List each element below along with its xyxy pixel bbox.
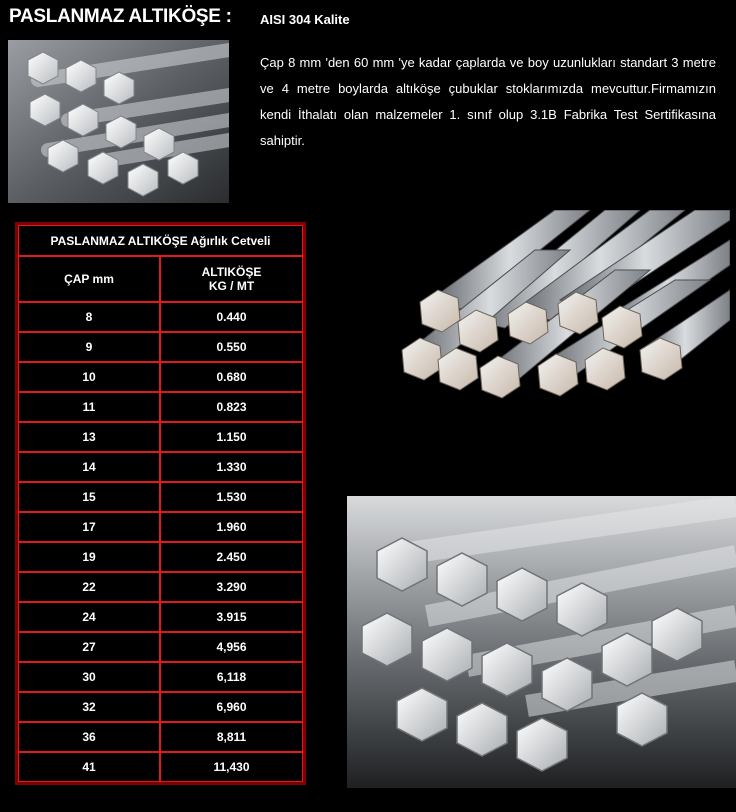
table-row <box>18 692 303 722</box>
hex-bars-photo-bottom <box>347 496 736 788</box>
cap-cell: 11 <box>18 392 160 422</box>
column-header-weight-line2: KG / MT <box>208 279 255 293</box>
weight-cell: 1.150 <box>160 422 303 452</box>
hex-bars-photo-right <box>390 210 730 430</box>
cap-cell: 14 <box>18 452 160 482</box>
table-row <box>18 722 303 752</box>
weight-cell: 0.823 <box>160 392 303 422</box>
table-row <box>18 512 303 542</box>
weight-cell: 4,956 <box>160 632 303 662</box>
table-row <box>18 632 303 662</box>
table-caption: PASLANMAZ ALTIKÖŞE Ağırlık Cetveli <box>18 225 303 256</box>
weight-cell: 3.290 <box>160 572 303 602</box>
weight-cell: 1.530 <box>160 482 303 512</box>
table-row <box>18 362 303 392</box>
cap-cell: 9 <box>18 332 160 362</box>
weight-cell: 6,118 <box>160 662 303 692</box>
column-header-cap: ÇAP mm <box>18 256 160 302</box>
cap-cell: 32 <box>18 692 160 722</box>
table-row <box>18 752 303 782</box>
table-row <box>18 542 303 572</box>
table-row <box>18 332 303 362</box>
weight-cell: 0.680 <box>160 362 303 392</box>
table-row <box>18 662 303 692</box>
table-row <box>18 452 303 482</box>
column-header-weight <box>160 256 303 302</box>
column-header-weight-line1: ALTIKÖŞE <box>201 265 262 279</box>
table-row <box>18 482 303 512</box>
cap-cell: 10 <box>18 362 160 392</box>
weight-cell: 1.960 <box>160 512 303 542</box>
weight-table <box>15 222 306 785</box>
weight-cell: 11,430 <box>160 752 303 782</box>
weight-cell: 2.450 <box>160 542 303 572</box>
cap-cell: 41 <box>18 752 160 782</box>
cap-cell: 36 <box>18 722 160 752</box>
weight-cell: 8,811 <box>160 722 303 752</box>
cap-cell: 22 <box>18 572 160 602</box>
table-row <box>18 302 303 332</box>
table-row <box>18 422 303 452</box>
table-row <box>18 392 303 422</box>
weight-cell: 0.550 <box>160 332 303 362</box>
cap-cell: 15 <box>18 482 160 512</box>
weight-cell: 1.330 <box>160 452 303 482</box>
quality-subtitle: AISI 304 Kalite <box>260 12 350 27</box>
weight-cell: 3.915 <box>160 602 303 632</box>
page-title: PASLANMAZ ALTIKÖŞE : <box>9 6 232 27</box>
cap-cell: 24 <box>18 602 160 632</box>
weight-cell: 0.440 <box>160 302 303 332</box>
table-row <box>18 602 303 632</box>
hex-bars-photo-top-left <box>8 40 229 203</box>
cap-cell: 30 <box>18 662 160 692</box>
product-description: Çap 8 mm 'den 60 mm 'ye kadar çaplarda ve boy uzunlukları standart 3 metre ve 4 metre boylarda altıköşe çubuklar stoklarımızda mevcuttur.Firmamızın kendi İthalatı olan malzemeler 1. sınıf olup 3.1B Fabrika Test Sertifikasına sahiptir. <box>260 55 716 148</box>
weight-cell: 6,960 <box>160 692 303 722</box>
cap-cell: 17 <box>18 512 160 542</box>
table-row <box>18 572 303 602</box>
cap-cell: 8 <box>18 302 160 332</box>
cap-cell: 27 <box>18 632 160 662</box>
cap-cell: 19 <box>18 542 160 572</box>
cap-cell: 13 <box>18 422 160 452</box>
